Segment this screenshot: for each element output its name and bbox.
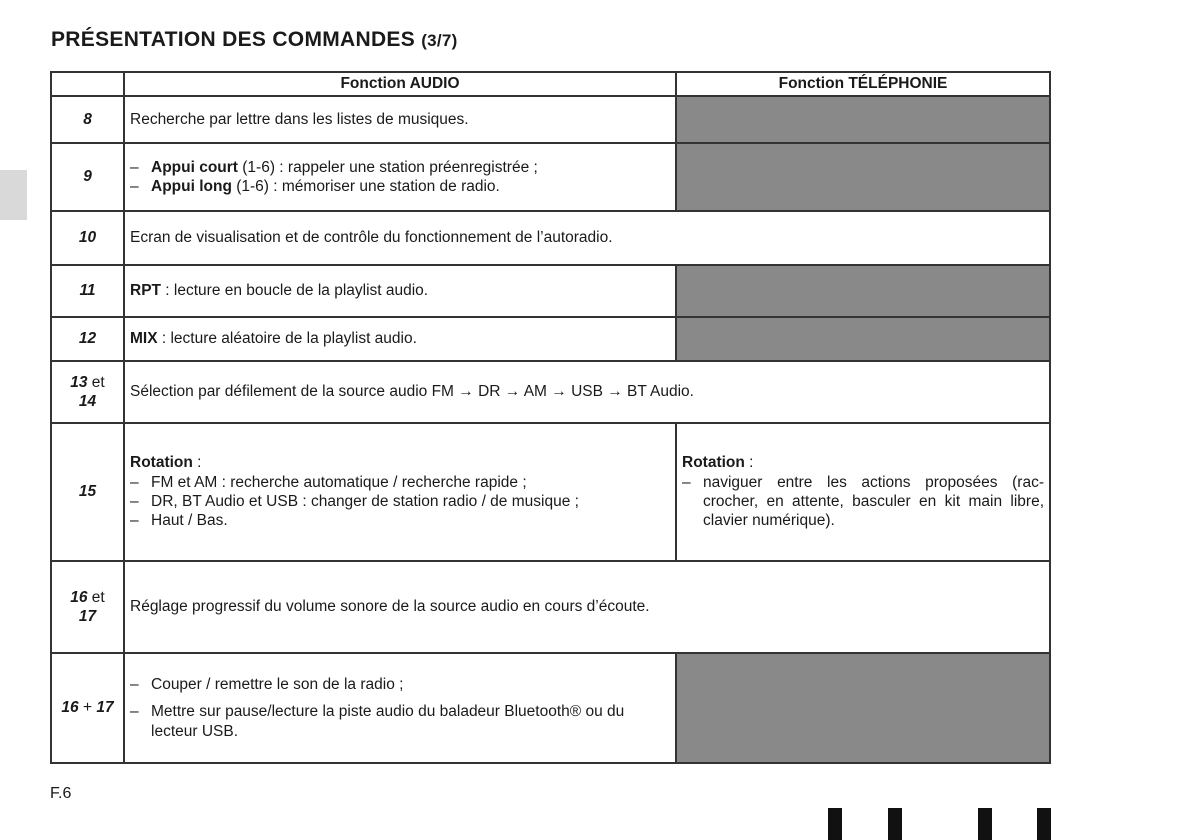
controls-table xyxy=(50,71,1051,764)
audio-cell: Recherche par lettre dans les listes de musiques. xyxy=(124,96,676,143)
phone-cell-empty xyxy=(676,265,1050,317)
chapter-side-tab xyxy=(0,170,27,220)
control-number: 15 xyxy=(51,423,124,561)
audio-cell xyxy=(124,143,676,211)
phone-cell-empty xyxy=(676,143,1050,211)
header-number xyxy=(51,72,124,96)
merged-cell: Sélection par défilement de la source audio FM → DR → AM → USB → BT Audio. xyxy=(124,361,1050,423)
table-header-row xyxy=(51,72,1050,96)
control-number: 8 xyxy=(51,96,124,143)
table-row xyxy=(51,211,1050,265)
control-number: 16 et 17 xyxy=(51,561,124,653)
page-title: PRÉSENTATION DES COMMANDES (3/7) xyxy=(51,28,458,51)
header-telephony: Fonction TÉLÉPHONIE xyxy=(676,72,1050,96)
table-row xyxy=(51,561,1050,653)
control-number: 9 xyxy=(51,143,124,211)
phone-cell-empty xyxy=(676,96,1050,143)
merged-cell: Ecran de visualisation et de contrôle du fonctionnement de l’autoradio. xyxy=(124,211,1050,265)
print-mark xyxy=(978,808,992,840)
control-number: 16 + 17 xyxy=(51,653,124,763)
control-number: 12 xyxy=(51,317,124,361)
audio-cell: RPT : lecture en boucle de la playlist audio. xyxy=(124,265,676,317)
control-number: 13 et 14 xyxy=(51,361,124,423)
audio-cell xyxy=(124,653,676,763)
list-item: – DR, BT Audio et USB : changer de station radio / de musique ; xyxy=(130,493,579,510)
phone-cell xyxy=(676,423,1050,561)
list-item: – Couper / remettre le son de la radio ; xyxy=(130,675,404,693)
table-row xyxy=(51,96,1050,143)
phone-cell-empty xyxy=(676,653,1050,763)
list-item: – FM et AM : recherche automatique / recherche rapide ; xyxy=(130,473,527,491)
list-item: – Mettre sur pause/lecture la piste audio du baladeur Bluetooth® ou du lecteur USB. xyxy=(130,703,625,740)
table-row xyxy=(51,361,1050,423)
control-number: 11 xyxy=(51,265,124,317)
table-row xyxy=(51,143,1050,211)
list-item: – Appui court (1-6) : rappeler une station préenregistrée ; xyxy=(130,158,538,176)
control-number: 10 xyxy=(51,211,124,265)
page-number: F.6 xyxy=(50,785,72,802)
page-title-suffix: (3/7) xyxy=(421,31,458,50)
print-mark xyxy=(888,808,902,840)
audio-cell: MIX : lecture aléatoire de la playlist audio. xyxy=(124,317,676,361)
phone-cell-empty xyxy=(676,317,1050,361)
table-row xyxy=(51,317,1050,361)
merged-cell: Réglage progressif du volume sonore de la source audio en cours d’écoute. xyxy=(124,561,1050,653)
audio-cell xyxy=(124,423,676,561)
print-mark xyxy=(1037,808,1051,840)
phone-heading: Rotation : xyxy=(682,454,754,472)
table-row xyxy=(51,265,1050,317)
list-item: – Appui long (1-6) : mémoriser une station de radio. xyxy=(130,178,500,195)
table-row xyxy=(51,653,1050,763)
print-mark xyxy=(828,808,842,840)
list-item: – Haut / Bas. xyxy=(130,512,228,530)
header-audio: Fonction AUDIO xyxy=(124,72,676,96)
list-item: – naviguer entre les actions proposées (rac-crocher, en attente, basculer en kit main libre, clavier numérique). xyxy=(682,473,1044,530)
table-row xyxy=(51,423,1050,561)
audio-heading: Rotation : xyxy=(130,454,202,472)
